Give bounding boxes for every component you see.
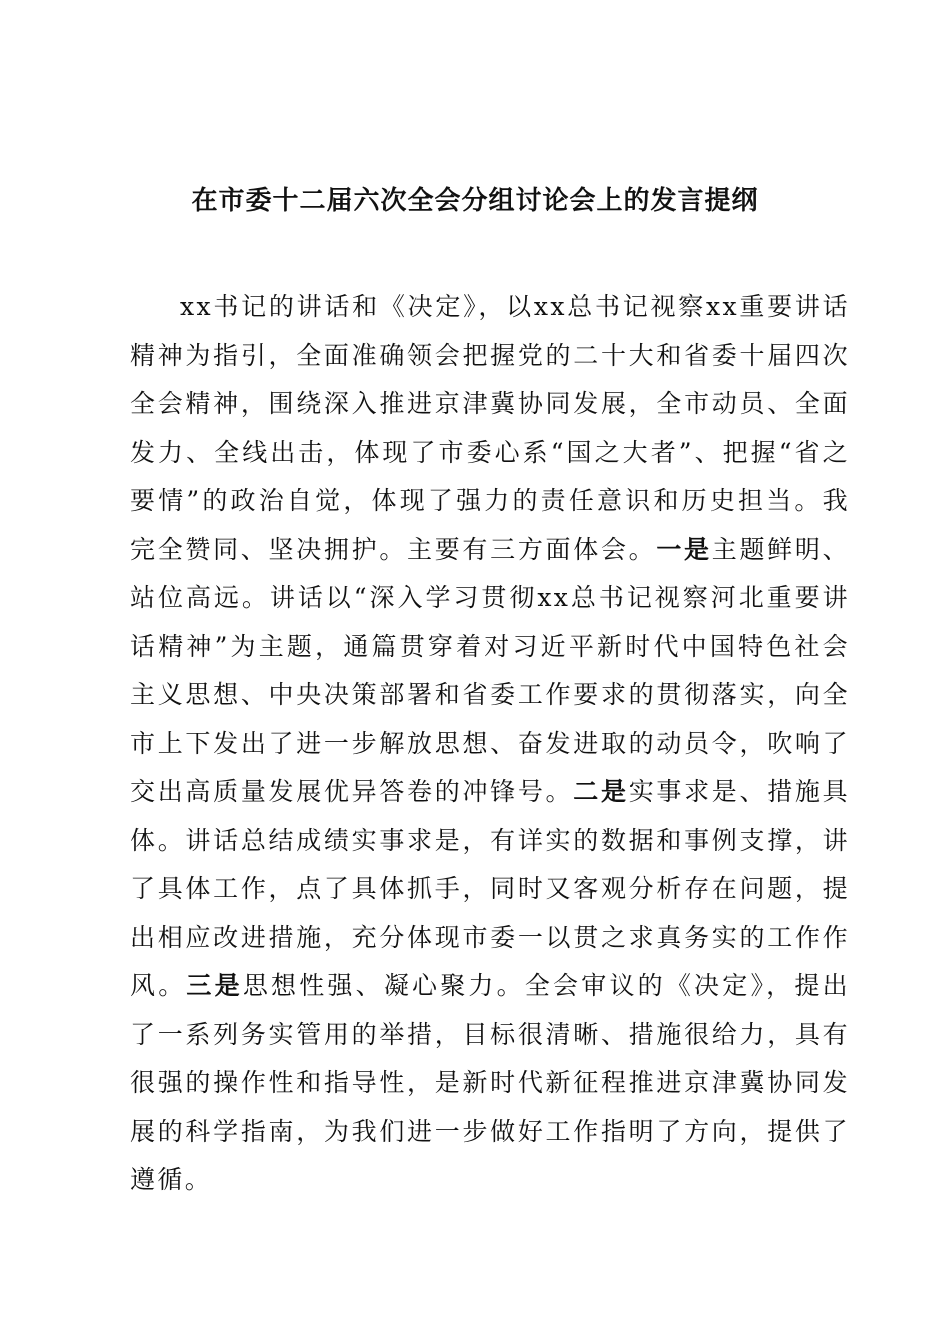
point-three-text: 思想性强、凝心聚力。全会审议的《决定》，提出了一系列务实管用的举措，目标很清晰、措施很给力，具有很强的操作性和指导性，是新时代新征程推进京津冀协同发展的科学指南，为我们进一步做好工作指明了方向，提供了遵循。 bbox=[130, 971, 850, 1194]
point-one-label: 一是 bbox=[656, 534, 712, 564]
body-paragraph bbox=[130, 283, 850, 1205]
point-three-label: 三是 bbox=[186, 971, 243, 1000]
point-two-text: 实事求是、措施具体。讲话总结成绩实事求是，有详实的数据和事例支撑，讲了具体工作，点了具体抓手，同时又客观分析存在问题，提出相应改进措施，充分体现市委一以贯之求真务实的工作作风。 bbox=[130, 777, 851, 1000]
document-title: 在市委十二届六次全会分组讨论会上的发言提纲 bbox=[191, 186, 759, 216]
point-two-label: 二是 bbox=[573, 777, 629, 806]
paragraph-intro: xx书记的讲话和《决定》，以xx总书记视察xx重要讲话精神为指引，全面准确领会把握党的二十大和省委十届四次全会精神，围绕深入推进京津冀协同发展，全市动员、全面发力、全线出击，体现了市委心系“国之大者”、把握“省之要情”的政治自觉，体现了强力的责任意识和历史担当。我完全赞同、坚决拥护。主要有三方面体会。 bbox=[130, 292, 850, 564]
point-one-text: 主题鲜明、站位高远。讲话以“深入学习贯彻xx总书记视察河北重要讲话精神”为主题，通篇贯穿着对习近平新时代中国特色社会主义思想、中央决策部署和省委工作要求的贯彻落实，向全市上下发出了进一步解放思想、奋发进取的动员令，吹响了交出高质量发展优异答卷的冲锋号。 bbox=[130, 534, 850, 806]
